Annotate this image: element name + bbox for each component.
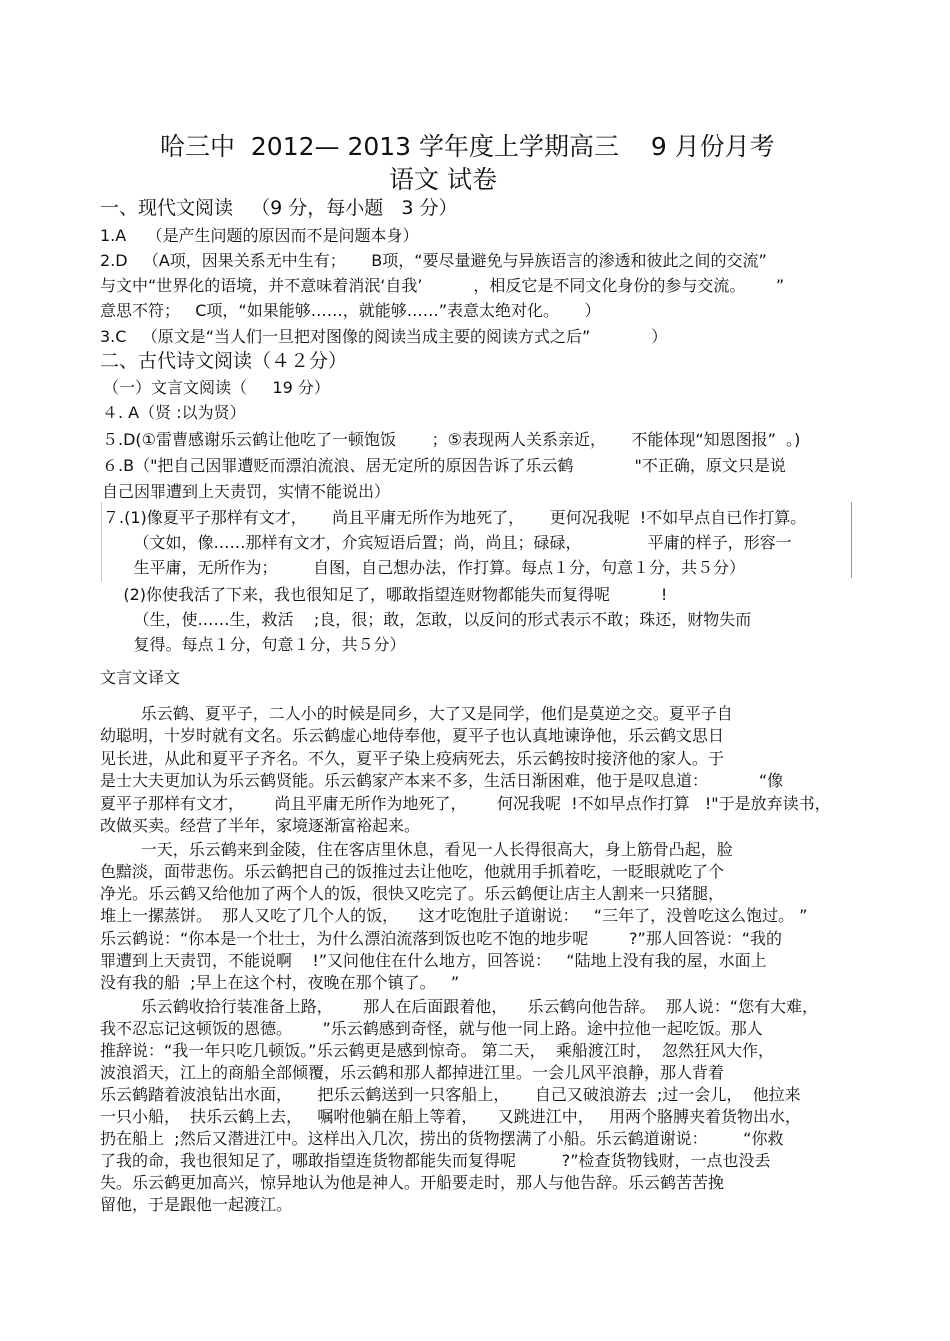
translation-line: 改做买卖。经营了半年，家境逐渐富裕起来。 bbox=[100, 816, 421, 835]
answer-line: （文如，像……那样有文才，介宾短语后置；尚，尚且；碌碌， 平庸的样子，形容一 bbox=[103, 533, 792, 552]
translation-line: 乐云鹤、夏平子，二人小的时候是同乡，大了又是同学，他们是莫逆之交。夏平子自 bbox=[100, 704, 733, 723]
section1-heading: 一、现代文阅读 （9 分，每小题 3 分） bbox=[100, 197, 458, 219]
section2-heading: 二、古代诗文阅读（４２分） bbox=[100, 350, 348, 372]
translation-line: 一只小船， 扶乐云鹤上去， 嘱咐他躺在船上等着， 又跳进江中， 用两个胳膊夹着货物出水， bbox=[100, 1107, 802, 1126]
exam-subtitle: 语文 试卷 bbox=[389, 165, 497, 194]
translation-line: 见长进，从此和夏平子齐名。不久，夏平子染上疫病死去，乐云鹤按时接济他的家人。于 bbox=[100, 749, 725, 768]
translation-line: 净光。乐云鹤又给他加了两个人的饭，很快又吃完了。乐云鹤便让店主人割来一只猪腿， bbox=[100, 884, 725, 903]
translation-line: 留他，于是跟他一起渡江。 bbox=[100, 1195, 293, 1214]
translation-line: 我不忍忘记这顿饭的恩德。 ”乐云鹤感到奇怪，就与他一同上路。途中拉他一起吃饭。那人 bbox=[100, 1019, 763, 1038]
translation-line: 罪遭到上天责罚，不能说啊 !”又问他住在什么地方，回答说： “陆地上没有我的屋，水面上 bbox=[100, 951, 767, 970]
margin-rule bbox=[101, 502, 102, 582]
answer-line: （生，使……生，救活 ;良，很；敢，怎敢，以反问的形式表示不敢；珠还，财物失而 bbox=[103, 610, 752, 629]
answer-line: 与文中“世界化的语境，并不意味着消泯‘自我’ ，相反它是不同文化身份的参与交流。 ” bbox=[100, 276, 785, 295]
translation-line: 推辞说：“我一年只吃几顿饭。”乐云鹤更是感到惊奇。 第二天， 乘船渡江时， 忽然狂风大作， bbox=[100, 1041, 775, 1060]
answer-line: ６.B（"把自己因罪遭贬而漂泊流浪、居无定所的原因告诉了乐云鹤 "不正确，原文只是说 bbox=[102, 456, 786, 475]
translation-line: 是士大夫更加认为乐云鹤贤能。乐云鹤家产本来不多，生活日渐困难，他于是叹息道： “像 bbox=[100, 771, 784, 790]
translation-line: 没有我的船 ;早上在这个村，夜晚在那个镇了。 ” bbox=[100, 973, 460, 992]
answer-line: ７.(1)像夏平子那样有文才， 尚且平庸无所作为地死了， 更何况我呢 !不如早点自已作打算。 bbox=[103, 508, 807, 527]
answer-line: 意思不符； C项，“如果能够……，就能够……”表意太绝对化。 ） bbox=[100, 301, 601, 320]
translation-line: 一天，乐云鹤来到金陵，住在客店里休息，看见一人长得很高大，身上筋骨凸起，脸 bbox=[100, 840, 733, 859]
margin-rule bbox=[851, 502, 852, 578]
translation-line: 幼聪明，十岁时就有文名。乐云鹤虚心地侍奉他，夏平子也认真地谏诤他，乐云鹤文思日 bbox=[100, 726, 725, 745]
answer-line: ５.D(①雷曹感谢乐云鹤让他吃了一顿饱饭 ；⑤表现两人关系亲近， 不能体现“知恩图报” 。) bbox=[102, 430, 801, 449]
section2-subheading: （一）文言文阅读（ 19 分） bbox=[103, 378, 330, 397]
translation-line: 扔在船上 ;然后又潜进江中。这样出入几次，捞出的货物摆满了小船。乐云鹤道谢说： “你救 bbox=[100, 1129, 784, 1148]
translation-line: 乐云鹤踏着波浪钻出水面， 把乐云鹤送到一只客船上， 自己又破浪游去 ;过一会儿， 他拉来 bbox=[100, 1085, 801, 1104]
translation-line: 失。乐云鹤更加高兴，惊异地认为他是神人。开船要走时，那人与他告辞。乐云鹤苦苦挽 bbox=[100, 1173, 725, 1192]
translation-line: 夏平子那样有文才， 尚且平庸无所作为地死了， 何况我呢 !不如早点作打算 !"于是放弃读书， bbox=[100, 794, 831, 813]
answer-line: (2)你使我活了下来，我也很知足了，哪敢指望连财物都能失而复得呢 ! bbox=[103, 585, 668, 604]
answer-line: 2.D （A项，因果关系无中生有； B项，“要尽量避免与异族语言的渗透和彼此之间的交流” bbox=[100, 251, 767, 270]
translation-line: 了我的命，我也很知足了，哪敢指望连货物都能失而复得呢 ?”检查货物钱财，一点也没丢 bbox=[100, 1151, 771, 1170]
translation-line: 色黯淡，面带悲伤。乐云鹤把自己的饭推过去让他吃，他就用手抓着吃，一眨眼就吃了个 bbox=[100, 862, 725, 881]
answer-line: 自己因罪遭到上天责罚，实情不能说出） bbox=[102, 482, 391, 501]
translation-heading: 文言文译文 bbox=[100, 668, 181, 687]
translation-line: 乐云鹤收拾行装准备上路， 那人在后面跟着他， 乐云鹤向他告辞。 那人说：“您有大难， bbox=[100, 997, 819, 1016]
answer-line: 3.C （原文是“当人们一旦把对图像的阅读当成主要的阅读方式之后” ） bbox=[100, 327, 668, 346]
translation-line: 堆上一摞蒸饼。 那人又吃了几个人的饭， 这才吃饱肚子道谢说： “三年了，没曾吃这么饱过。 ” bbox=[100, 906, 808, 925]
answer-line: 1.A （是产生问题的原因而不是问题本身） bbox=[100, 226, 419, 245]
translation-line: 波浪滔天，江上的商船全部倾覆，乐云鹤和那人都掉进江里。一会儿风平浪静，那人背着 bbox=[100, 1063, 725, 1082]
translation-line: 乐云鹤说：“你本是一个壮士，为什么漂泊流落到饭也吃不饱的地步呢 ?”那人回答说：“我的 bbox=[100, 929, 783, 948]
answer-line: 复得。每点１分，句意１分，共５分） bbox=[103, 635, 406, 654]
answer-line: 生平庸，无所作为； 自图，自己想办法，作打算。每点１分，句意１分，共５分） bbox=[103, 558, 746, 577]
answer-line: ４. A（贤 :以为贤） bbox=[102, 403, 246, 422]
exam-title: 哈三中 2012— 2013 学年度上学期高三 9 月份月考 bbox=[160, 132, 775, 161]
